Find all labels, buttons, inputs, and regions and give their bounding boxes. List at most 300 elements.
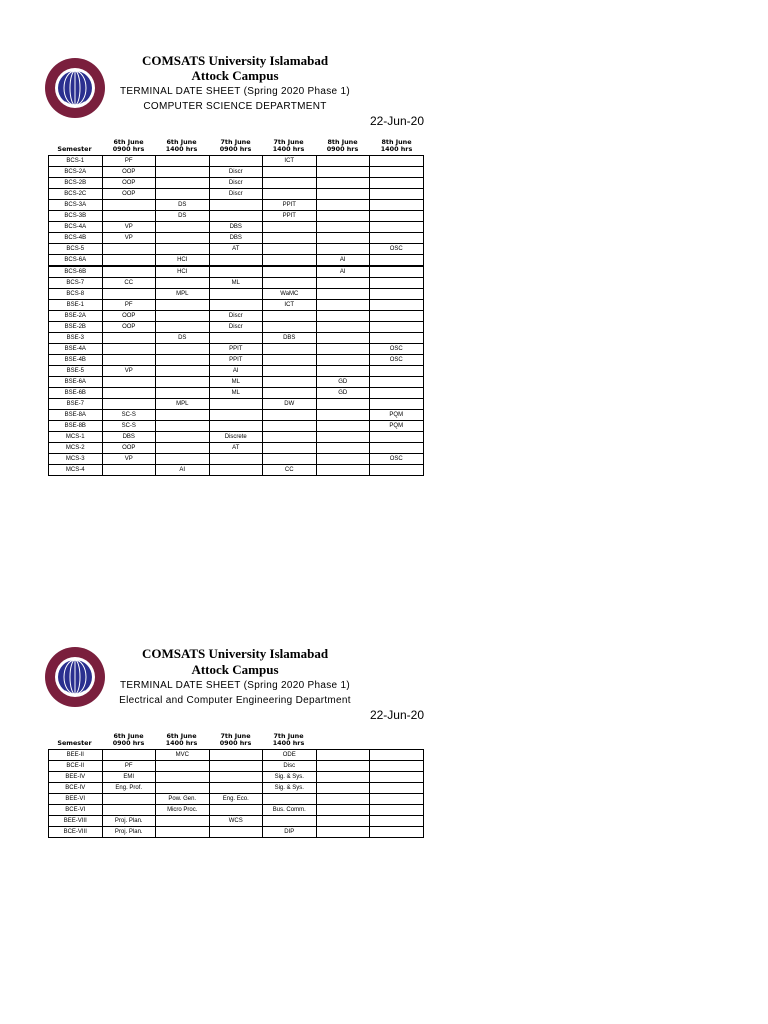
- table-row: [49, 233, 424, 244]
- table-row: [49, 443, 424, 454]
- semester-cell: BSE-3: [49, 333, 103, 344]
- exam-cell: Micro Proc.: [156, 805, 210, 816]
- table-row: [49, 783, 424, 794]
- exam-cell: [316, 750, 370, 761]
- semester-cell: BSE-4B: [49, 355, 103, 366]
- table-row: [49, 761, 424, 772]
- semester-cell: BEE-II: [49, 750, 103, 761]
- exam-cell: AI: [156, 465, 210, 476]
- exam-cell: [316, 333, 370, 344]
- exam-cell: [316, 827, 370, 838]
- exam-cell: [370, 300, 424, 311]
- exam-cell: PQM: [370, 410, 424, 421]
- exam-cell: [209, 333, 263, 344]
- exam-cell: [370, 750, 424, 761]
- exam-cell: [102, 355, 156, 366]
- exam-cell: [156, 355, 210, 366]
- exam-cell: [263, 794, 317, 805]
- exam-cell: [370, 388, 424, 399]
- exam-cell: DBS: [209, 222, 263, 233]
- semester-cell: BCS-6A: [49, 255, 103, 267]
- table-row: [49, 421, 424, 432]
- semester-cell: MCS-1: [49, 432, 103, 443]
- exam-cell: [316, 244, 370, 255]
- exam-cell: [209, 465, 263, 476]
- table-row: [49, 750, 424, 761]
- exam-cell: [156, 388, 210, 399]
- exam-cell: [102, 200, 156, 211]
- semester-cell: BCE-II: [49, 761, 103, 772]
- semester-cell: BCS-3A: [49, 200, 103, 211]
- exam-cell: [156, 178, 210, 189]
- exam-cell: [156, 410, 210, 421]
- campus-name: Attock Campus: [191, 662, 279, 677]
- exam-cell: [156, 432, 210, 443]
- exam-cell: [370, 255, 424, 267]
- exam-cell: Discr: [209, 322, 263, 333]
- exam-cell: [316, 443, 370, 454]
- table-row: [49, 432, 424, 443]
- exam-cell: [102, 333, 156, 344]
- semester-cell: BSE-8A: [49, 410, 103, 421]
- exam-cell: ODE: [263, 750, 317, 761]
- exam-cell: [370, 322, 424, 333]
- exam-cell: Bus. Comm.: [263, 805, 317, 816]
- exam-cell: [263, 266, 317, 278]
- semester-cell: BCS-2A: [49, 167, 103, 178]
- header-semester: Semester: [57, 145, 92, 153]
- semester-cell: BEE-IV: [49, 772, 103, 783]
- exam-cell: [156, 189, 210, 200]
- exam-cell: [209, 805, 263, 816]
- exam-cell: [370, 827, 424, 838]
- exam-cell: [156, 311, 210, 322]
- exam-cell: [316, 355, 370, 366]
- exam-cell: Pow. Gen.: [156, 794, 210, 805]
- campus-name: Attock Campus: [191, 68, 279, 83]
- exam-cell: [156, 772, 210, 783]
- sheet-title: TERMINAL DATE SHEET (Spring 2020 Phase 1): [120, 680, 350, 691]
- exam-cell: ICT: [263, 156, 317, 167]
- header-col-1-time: 0900 hrs: [112, 739, 145, 747]
- exam-cell: [156, 827, 210, 838]
- table-row: [49, 178, 424, 189]
- exam-cell: PPIT: [209, 344, 263, 355]
- header-semester: Semester: [57, 739, 92, 747]
- semester-cell: BCS-2B: [49, 178, 103, 189]
- table-row: [49, 454, 424, 465]
- exam-cell: [370, 443, 424, 454]
- exam-cell: OOP: [102, 322, 156, 333]
- header-col-2-date: 6th June: [166, 732, 197, 740]
- semester-cell: BSE-5: [49, 366, 103, 377]
- exam-cell: [263, 366, 317, 377]
- exam-cell: [370, 289, 424, 300]
- exam-cell: PF: [102, 761, 156, 772]
- exam-cell: [263, 443, 317, 454]
- exam-cell: [263, 454, 317, 465]
- exam-cell: [370, 761, 424, 772]
- exam-cell: [370, 377, 424, 388]
- exam-cell: Discr: [209, 178, 263, 189]
- exam-cell: [370, 167, 424, 178]
- exam-cell: [370, 278, 424, 289]
- exam-cell: [370, 399, 424, 410]
- exam-cell: CC: [263, 465, 317, 476]
- header-col-2-date: 6th June: [166, 138, 197, 146]
- exam-cell: [316, 410, 370, 421]
- exam-cell: [156, 244, 210, 255]
- exam-cell: AT: [209, 244, 263, 255]
- schedule-table-cs: [48, 155, 424, 476]
- exam-cell: AI: [316, 255, 370, 267]
- exam-cell: [263, 167, 317, 178]
- header-col-6-date: 8th June: [381, 138, 412, 146]
- sheet-date: 22-Jun-20: [369, 114, 424, 128]
- exam-cell: DBS: [263, 333, 317, 344]
- exam-cell: [370, 432, 424, 443]
- table-row: [49, 827, 424, 838]
- semester-cell: BCS-7: [49, 278, 103, 289]
- header-col-4-date: 7th June: [273, 138, 304, 146]
- exam-cell: OSC: [370, 355, 424, 366]
- exam-cell: [102, 399, 156, 410]
- exam-cell: [156, 278, 210, 289]
- exam-cell: [370, 233, 424, 244]
- header-col-4-time: 1400 hrs: [272, 145, 305, 153]
- exam-cell: [316, 289, 370, 300]
- exam-cell: WaMC: [263, 289, 317, 300]
- exam-cell: [316, 300, 370, 311]
- university-logo-icon: [44, 57, 106, 119]
- semester-cell: BSE-6B: [49, 388, 103, 399]
- exam-cell: [370, 311, 424, 322]
- header-col-1-date: 6th June: [113, 732, 144, 740]
- exam-cell: EMI: [102, 772, 156, 783]
- exam-cell: [209, 300, 263, 311]
- exam-cell: [370, 333, 424, 344]
- exam-cell: [316, 454, 370, 465]
- header-col-6-time: 1400 hrs: [380, 145, 413, 153]
- exam-cell: [316, 311, 370, 322]
- header-col-2-time: 1400 hrs: [165, 739, 198, 747]
- table-row: [49, 278, 424, 289]
- exam-cell: MVC: [156, 750, 210, 761]
- exam-cell: [316, 211, 370, 222]
- exam-cell: DS: [156, 200, 210, 211]
- header-col-3-time: 0900 hrs: [219, 739, 252, 747]
- exam-cell: [263, 377, 317, 388]
- exam-cell: OSC: [370, 454, 424, 465]
- exam-cell: [209, 255, 263, 267]
- header-col-3-time: 0900 hrs: [219, 145, 252, 153]
- exam-cell: [370, 366, 424, 377]
- exam-cell: [209, 827, 263, 838]
- exam-cell: [102, 344, 156, 355]
- exam-cell: Sig. & Sys.: [263, 783, 317, 794]
- table-row: [49, 366, 424, 377]
- table-row: [49, 189, 424, 200]
- table-row: [49, 156, 424, 167]
- exam-cell: [370, 222, 424, 233]
- exam-cell: [263, 311, 317, 322]
- exam-cell: [263, 233, 317, 244]
- exam-cell: [316, 816, 370, 827]
- semester-cell: BSE-2A: [49, 311, 103, 322]
- semester-cell: MCS-2: [49, 443, 103, 454]
- table-row: [49, 399, 424, 410]
- exam-cell: SC-S: [102, 410, 156, 421]
- exam-cell: [209, 421, 263, 432]
- exam-cell: [316, 344, 370, 355]
- table-row: [49, 794, 424, 805]
- exam-cell: DBS: [102, 432, 156, 443]
- exam-cell: [263, 816, 317, 827]
- exam-cell: DS: [156, 333, 210, 344]
- exam-cell: [316, 783, 370, 794]
- exam-cell: Sig. & Sys.: [263, 772, 317, 783]
- exam-cell: ML: [209, 278, 263, 289]
- exam-cell: [316, 189, 370, 200]
- table-row: [49, 322, 424, 333]
- exam-cell: [370, 266, 424, 278]
- exam-cell: [316, 772, 370, 783]
- semester-cell: BCS-6B: [49, 266, 103, 278]
- schedule-table-ece: [48, 749, 424, 838]
- semester-cell: BCE-IV: [49, 783, 103, 794]
- exam-cell: [209, 761, 263, 772]
- exam-cell: Proj. Plan.: [102, 816, 156, 827]
- exam-cell: Discr: [209, 311, 263, 322]
- exam-cell: [316, 178, 370, 189]
- exam-cell: [316, 278, 370, 289]
- exam-cell: MPL: [156, 289, 210, 300]
- table-row: [49, 333, 424, 344]
- exam-cell: OSC: [370, 244, 424, 255]
- exam-cell: [209, 266, 263, 278]
- exam-cell: [209, 156, 263, 167]
- table-row: [49, 355, 424, 366]
- exam-cell: [156, 156, 210, 167]
- exam-cell: AI: [316, 266, 370, 278]
- exam-cell: [156, 783, 210, 794]
- header-col-1-time: 0900 hrs: [112, 145, 145, 153]
- semester-cell: MCS-4: [49, 465, 103, 476]
- table-row: [49, 816, 424, 827]
- exam-cell: OOP: [102, 189, 156, 200]
- table-row: [49, 311, 424, 322]
- semester-cell: BEE-VI: [49, 794, 103, 805]
- header-col-2-time: 1400 hrs: [165, 145, 198, 153]
- exam-cell: PF: [102, 300, 156, 311]
- semester-cell: BCS-4A: [49, 222, 103, 233]
- exam-cell: [316, 399, 370, 410]
- exam-cell: OOP: [102, 167, 156, 178]
- exam-cell: [209, 211, 263, 222]
- university-name: COMSATS University Islamabad: [141, 53, 329, 68]
- exam-cell: [102, 255, 156, 267]
- header-col-4-date: 7th June: [273, 732, 304, 740]
- semester-cell: BSE-6A: [49, 377, 103, 388]
- semester-cell: MCS-3: [49, 454, 103, 465]
- exam-cell: [209, 454, 263, 465]
- exam-cell: [263, 410, 317, 421]
- department-name: Electrical and Computer Engineering Department: [119, 695, 351, 706]
- exam-cell: [209, 289, 263, 300]
- semester-cell: BSE-2B: [49, 322, 103, 333]
- table-row: [49, 772, 424, 783]
- header-col-3-date: 7th June: [220, 138, 251, 146]
- header-col-3-date: 7th June: [220, 732, 251, 740]
- exam-cell: [370, 794, 424, 805]
- university-name: COMSATS University Islamabad: [141, 646, 329, 661]
- exam-cell: [156, 366, 210, 377]
- exam-cell: VP: [102, 222, 156, 233]
- exam-cell: [316, 322, 370, 333]
- exam-cell: Discrete: [209, 432, 263, 443]
- exam-cell: SC-S: [102, 421, 156, 432]
- exam-cell: [209, 772, 263, 783]
- exam-cell: VP: [102, 454, 156, 465]
- exam-cell: [263, 222, 317, 233]
- exam-cell: [102, 750, 156, 761]
- exam-cell: AI: [209, 366, 263, 377]
- exam-cell: DW: [263, 399, 317, 410]
- exam-cell: [156, 344, 210, 355]
- semester-cell: BSE-1: [49, 300, 103, 311]
- table-row: [49, 300, 424, 311]
- table-row: [49, 200, 424, 211]
- exam-cell: [156, 443, 210, 454]
- exam-cell: [263, 432, 317, 443]
- exam-cell: VP: [102, 233, 156, 244]
- header-col-5-time: 0900 hrs: [326, 145, 359, 153]
- exam-cell: [316, 794, 370, 805]
- exam-cell: ML: [209, 388, 263, 399]
- table-row: [49, 388, 424, 399]
- exam-cell: [316, 222, 370, 233]
- exam-cell: [156, 300, 210, 311]
- exam-cell: WCS: [209, 816, 263, 827]
- header-col-1-date: 6th June: [113, 138, 144, 146]
- exam-cell: [102, 377, 156, 388]
- exam-cell: HCI: [156, 255, 210, 267]
- exam-cell: [263, 255, 317, 267]
- table-row: [49, 244, 424, 255]
- exam-cell: [209, 399, 263, 410]
- exam-cell: [156, 454, 210, 465]
- exam-cell: [156, 167, 210, 178]
- exam-cell: [209, 783, 263, 794]
- semester-cell: BEE-VIII: [49, 816, 103, 827]
- table-row: [49, 255, 424, 267]
- exam-cell: [316, 432, 370, 443]
- exam-cell: [263, 189, 317, 200]
- exam-cell: [316, 167, 370, 178]
- semester-cell: BCS-2C: [49, 189, 103, 200]
- exam-cell: [370, 465, 424, 476]
- exam-cell: [263, 344, 317, 355]
- table-row: [49, 211, 424, 222]
- semester-cell: BSE-7: [49, 399, 103, 410]
- exam-cell: CC: [102, 278, 156, 289]
- exam-cell: [102, 289, 156, 300]
- table-row: [49, 377, 424, 388]
- exam-cell: DS: [156, 211, 210, 222]
- exam-cell: [370, 156, 424, 167]
- exam-cell: GD: [316, 377, 370, 388]
- exam-cell: PQM: [370, 421, 424, 432]
- exam-cell: [316, 465, 370, 476]
- exam-cell: Disc: [263, 761, 317, 772]
- table-row: [49, 266, 424, 278]
- exam-cell: GD: [316, 388, 370, 399]
- exam-cell: [102, 388, 156, 399]
- exam-cell: ICT: [263, 300, 317, 311]
- exam-cell: [209, 200, 263, 211]
- exam-cell: [156, 816, 210, 827]
- semester-cell: BSE-4A: [49, 344, 103, 355]
- exam-cell: OOP: [102, 178, 156, 189]
- exam-cell: [316, 233, 370, 244]
- semester-cell: BCS-4B: [49, 233, 103, 244]
- table-row: [49, 222, 424, 233]
- exam-cell: [316, 761, 370, 772]
- exam-cell: ML: [209, 377, 263, 388]
- table-row: [49, 410, 424, 421]
- exam-cell: [156, 377, 210, 388]
- semester-cell: BCS-1: [49, 156, 103, 167]
- exam-cell: [263, 244, 317, 255]
- exam-cell: [316, 805, 370, 816]
- exam-cell: VP: [102, 366, 156, 377]
- exam-cell: [263, 421, 317, 432]
- exam-cell: [102, 794, 156, 805]
- exam-cell: [370, 772, 424, 783]
- exam-cell: OOP: [102, 311, 156, 322]
- exam-cell: [156, 322, 210, 333]
- semester-cell: BCS-3B: [49, 211, 103, 222]
- department-name: COMPUTER SCIENCE DEPARTMENT: [143, 101, 327, 112]
- exam-cell: DIP: [263, 827, 317, 838]
- exam-cell: [316, 200, 370, 211]
- exam-cell: MPL: [156, 399, 210, 410]
- exam-cell: [370, 805, 424, 816]
- exam-cell: [156, 233, 210, 244]
- exam-cell: [263, 178, 317, 189]
- exam-cell: [102, 244, 156, 255]
- exam-cell: PPIT: [263, 200, 317, 211]
- exam-cell: [102, 266, 156, 278]
- exam-cell: [370, 189, 424, 200]
- exam-cell: PF: [102, 156, 156, 167]
- exam-cell: [156, 222, 210, 233]
- table-row: [49, 344, 424, 355]
- exam-cell: [209, 750, 263, 761]
- exam-cell: [370, 783, 424, 794]
- exam-cell: OOP: [102, 443, 156, 454]
- semester-cell: BCS-5: [49, 244, 103, 255]
- exam-cell: Eng. Eco.: [209, 794, 263, 805]
- exam-cell: AT: [209, 443, 263, 454]
- exam-cell: Discr: [209, 167, 263, 178]
- semester-cell: BCE-VIII: [49, 827, 103, 838]
- exam-cell: [209, 410, 263, 421]
- exam-cell: PPIT: [263, 211, 317, 222]
- exam-cell: [370, 816, 424, 827]
- exam-cell: [102, 465, 156, 476]
- exam-cell: [370, 200, 424, 211]
